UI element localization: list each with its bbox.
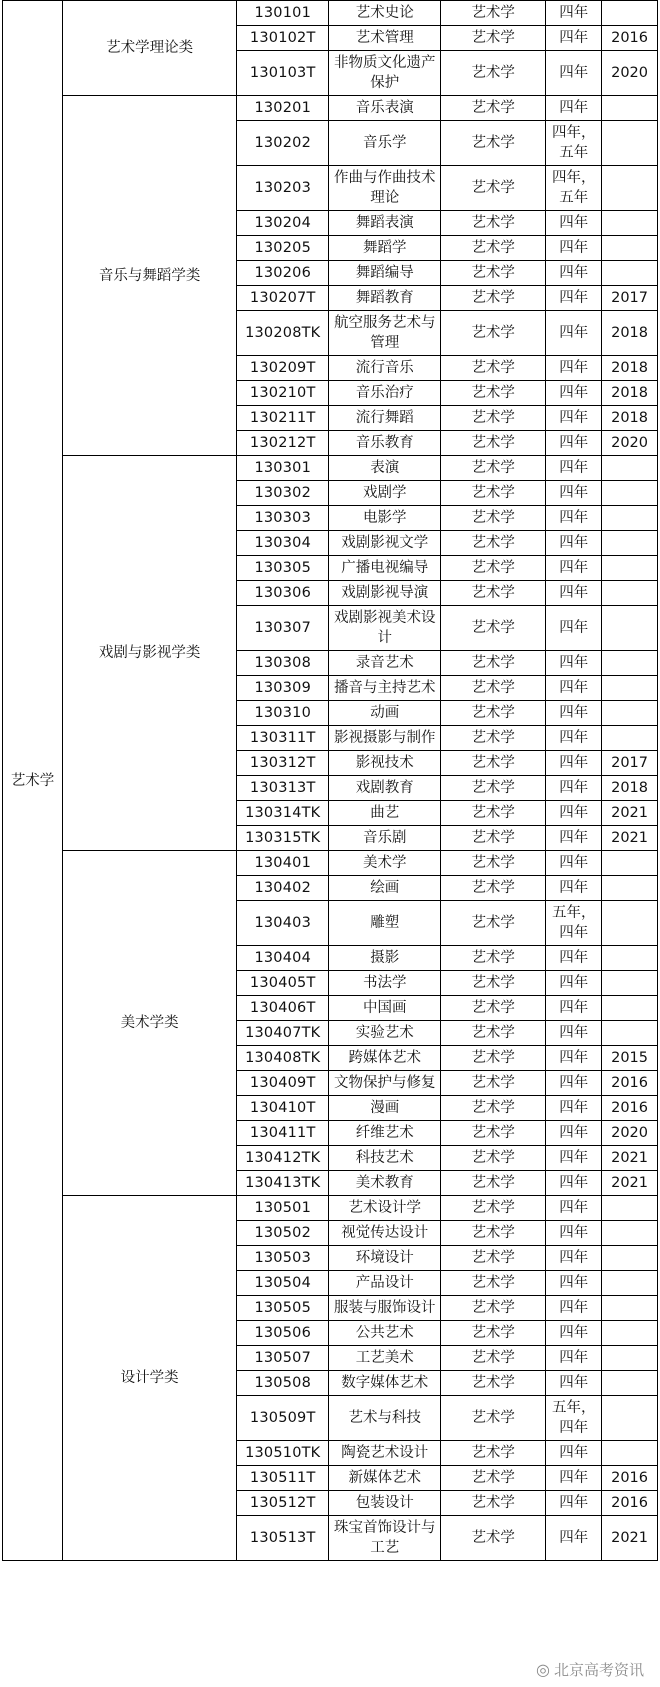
major-cell: 播音与主持艺术 (329, 676, 441, 701)
major-cell: 包装设计 (329, 1491, 441, 1516)
major-cell: 新媒体艺术 (329, 1466, 441, 1491)
code-cell: 130307 (237, 606, 329, 651)
code-cell: 130201 (237, 96, 329, 121)
major-cell: 作曲与作曲技术理论 (329, 166, 441, 211)
degree-cell: 艺术学 (441, 971, 546, 996)
year-cell (602, 1221, 658, 1246)
degree-cell: 艺术学 (441, 456, 546, 481)
major-cell: 书法学 (329, 971, 441, 996)
duration-cell: 四年 (546, 1441, 602, 1466)
degree-cell: 艺术学 (441, 1046, 546, 1071)
year-cell (602, 121, 658, 166)
code-cell: 130314TK (237, 801, 329, 826)
degree-cell: 艺术学 (441, 1396, 546, 1441)
code-cell: 130211T (237, 406, 329, 431)
code-cell: 130401 (237, 851, 329, 876)
code-cell: 130305 (237, 556, 329, 581)
duration-cell: 五年，四年 (546, 1396, 602, 1441)
code-cell: 130504 (237, 1271, 329, 1296)
duration-cell: 四年 (546, 236, 602, 261)
code-cell: 130101 (237, 1, 329, 26)
table-row (3, 1196, 658, 1221)
duration-cell: 四年 (546, 1271, 602, 1296)
year-cell: 2021 (602, 1171, 658, 1196)
code-cell: 130312T (237, 751, 329, 776)
year-cell: 2020 (602, 51, 658, 96)
code-cell: 130212T (237, 431, 329, 456)
year-cell (602, 676, 658, 701)
major-cell: 流行音乐 (329, 356, 441, 381)
degree-cell: 艺术学 (441, 26, 546, 51)
degree-cell: 艺术学 (441, 801, 546, 826)
code-cell: 130308 (237, 651, 329, 676)
year-cell (602, 1, 658, 26)
major-cell: 艺术管理 (329, 26, 441, 51)
code-cell: 130302 (237, 481, 329, 506)
code-cell: 130206 (237, 261, 329, 286)
degree-cell: 艺术学 (441, 676, 546, 701)
code-cell: 130508 (237, 1371, 329, 1396)
duration-cell: 四年 (546, 1491, 602, 1516)
degree-cell: 艺术学 (441, 701, 546, 726)
major-cell: 舞蹈学 (329, 236, 441, 261)
code-cell: 130503 (237, 1246, 329, 1271)
degree-cell: 艺术学 (441, 166, 546, 211)
duration-cell: 四年，五年 (546, 121, 602, 166)
degree-cell: 艺术学 (441, 1346, 546, 1371)
degree-cell: 艺术学 (441, 651, 546, 676)
code-cell: 130411T (237, 1121, 329, 1146)
degree-cell: 艺术学 (441, 1146, 546, 1171)
major-cell: 戏剧学 (329, 481, 441, 506)
year-cell: 2018 (602, 356, 658, 381)
degree-cell: 艺术学 (441, 1096, 546, 1121)
duration-cell: 四年 (546, 261, 602, 286)
duration-cell: 四年 (546, 1121, 602, 1146)
year-cell (602, 1246, 658, 1271)
year-cell (602, 701, 658, 726)
code-cell: 130509T (237, 1396, 329, 1441)
year-cell (602, 261, 658, 286)
major-cell: 戏剧影视文学 (329, 531, 441, 556)
code-cell: 130204 (237, 211, 329, 236)
major-cell: 影视技术 (329, 751, 441, 776)
code-cell: 130507 (237, 1346, 329, 1371)
major-cell: 中国画 (329, 996, 441, 1021)
major-cell: 实验艺术 (329, 1021, 441, 1046)
code-cell: 130408TK (237, 1046, 329, 1071)
degree-cell: 艺术学 (441, 1491, 546, 1516)
duration-cell: 四年 (546, 481, 602, 506)
degree-cell: 艺术学 (441, 826, 546, 851)
category-cell: 音乐与舞蹈学类 (63, 96, 237, 456)
table-row (3, 851, 658, 876)
code-cell: 130208TK (237, 311, 329, 356)
major-cell: 舞蹈表演 (329, 211, 441, 236)
duration-cell: 四年 (546, 1221, 602, 1246)
code-cell: 130407TK (237, 1021, 329, 1046)
year-cell: 2020 (602, 1121, 658, 1146)
duration-cell: 四年 (546, 751, 602, 776)
year-cell: 2018 (602, 381, 658, 406)
duration-cell: 四年 (546, 1096, 602, 1121)
major-cell: 绘画 (329, 876, 441, 901)
major-cell: 航空服务艺术与管理 (329, 311, 441, 356)
major-cell: 艺术设计学 (329, 1196, 441, 1221)
code-cell: 130402 (237, 876, 329, 901)
year-cell (602, 1371, 658, 1396)
major-cell: 音乐教育 (329, 431, 441, 456)
major-cell: 环境设计 (329, 1246, 441, 1271)
duration-cell: 四年，五年 (546, 166, 602, 211)
year-cell: 2021 (602, 801, 658, 826)
duration-cell: 四年 (546, 1516, 602, 1561)
year-cell (602, 996, 658, 1021)
category-cell: 美术学类 (63, 851, 237, 1196)
duration-cell: 四年 (546, 51, 602, 96)
degree-cell: 艺术学 (441, 1516, 546, 1561)
year-cell (602, 1346, 658, 1371)
duration-cell: 四年 (546, 96, 602, 121)
major-cell: 雕塑 (329, 901, 441, 946)
degree-cell: 艺术学 (441, 531, 546, 556)
major-cell: 非物质文化遗产保护 (329, 51, 441, 96)
major-cell: 艺术与科技 (329, 1396, 441, 1441)
major-cell: 音乐表演 (329, 96, 441, 121)
code-cell: 130502 (237, 1221, 329, 1246)
year-cell (602, 726, 658, 751)
major-cell: 舞蹈教育 (329, 286, 441, 311)
code-cell: 130202 (237, 121, 329, 166)
code-cell: 130311T (237, 726, 329, 751)
code-cell: 130512T (237, 1491, 329, 1516)
degree-cell: 艺术学 (441, 211, 546, 236)
year-cell: 2018 (602, 776, 658, 801)
duration-cell: 四年 (546, 971, 602, 996)
major-cell: 工艺美术 (329, 1346, 441, 1371)
code-cell: 130203 (237, 166, 329, 211)
major-cell: 跨媒体艺术 (329, 1046, 441, 1071)
major-cell: 科技艺术 (329, 1146, 441, 1171)
degree-cell: 艺术学 (441, 996, 546, 1021)
year-cell (602, 531, 658, 556)
duration-cell: 四年 (546, 801, 602, 826)
degree-cell: 艺术学 (441, 1171, 546, 1196)
year-cell: 2016 (602, 1071, 658, 1096)
degree-cell: 艺术学 (441, 286, 546, 311)
year-cell (602, 1196, 658, 1221)
duration-cell: 四年 (546, 1296, 602, 1321)
code-cell: 130406T (237, 996, 329, 1021)
year-cell (602, 901, 658, 946)
duration-cell: 四年 (546, 1021, 602, 1046)
code-cell: 130304 (237, 531, 329, 556)
degree-cell: 艺术学 (441, 1466, 546, 1491)
year-cell (602, 1441, 658, 1466)
duration-cell: 四年 (546, 311, 602, 356)
year-cell: 2018 (602, 311, 658, 356)
duration-cell: 四年 (546, 606, 602, 651)
major-catalog-table (2, 0, 658, 1561)
year-cell (602, 581, 658, 606)
duration-cell: 四年 (546, 406, 602, 431)
degree-cell: 艺术学 (441, 1221, 546, 1246)
code-cell: 130103T (237, 51, 329, 96)
code-cell: 130511T (237, 1466, 329, 1491)
duration-cell: 四年 (546, 356, 602, 381)
major-cell: 服装与服饰设计 (329, 1296, 441, 1321)
duration-cell: 四年 (546, 1046, 602, 1071)
duration-cell: 四年 (546, 651, 602, 676)
code-cell: 130306 (237, 581, 329, 606)
duration-cell: 四年 (546, 676, 602, 701)
duration-cell: 四年 (546, 1371, 602, 1396)
year-cell (602, 481, 658, 506)
degree-cell: 艺术学 (441, 431, 546, 456)
degree-cell: 艺术学 (441, 606, 546, 651)
major-cell: 舞蹈编导 (329, 261, 441, 286)
year-cell: 2017 (602, 751, 658, 776)
duration-cell: 四年 (546, 1, 602, 26)
degree-cell: 艺术学 (441, 481, 546, 506)
degree-cell: 艺术学 (441, 96, 546, 121)
year-cell (602, 651, 658, 676)
duration-cell: 五年，四年 (546, 901, 602, 946)
duration-cell: 四年 (546, 726, 602, 751)
code-cell: 130410T (237, 1096, 329, 1121)
year-cell (602, 1271, 658, 1296)
duration-cell: 四年 (546, 996, 602, 1021)
code-cell: 130301 (237, 456, 329, 481)
major-cell: 美术教育 (329, 1171, 441, 1196)
major-cell: 漫画 (329, 1096, 441, 1121)
code-cell: 130505 (237, 1296, 329, 1321)
duration-cell: 四年 (546, 286, 602, 311)
major-cell: 录音艺术 (329, 651, 441, 676)
year-cell: 2020 (602, 431, 658, 456)
major-cell: 音乐学 (329, 121, 441, 166)
major-cell: 电影学 (329, 506, 441, 531)
degree-cell: 艺术学 (441, 581, 546, 606)
code-cell: 130310 (237, 701, 329, 726)
code-cell: 130409T (237, 1071, 329, 1096)
duration-cell: 四年 (546, 1071, 602, 1096)
duration-cell: 四年 (546, 1346, 602, 1371)
year-cell (602, 946, 658, 971)
major-cell: 艺术史论 (329, 1, 441, 26)
degree-cell: 艺术学 (441, 851, 546, 876)
major-cell: 珠宝首饰设计与工艺 (329, 1516, 441, 1561)
duration-cell: 四年 (546, 826, 602, 851)
year-cell (602, 971, 658, 996)
duration-cell: 四年 (546, 431, 602, 456)
code-cell: 130207T (237, 286, 329, 311)
year-cell: 2016 (602, 26, 658, 51)
major-cell: 音乐治疗 (329, 381, 441, 406)
year-cell (602, 506, 658, 531)
code-cell: 130404 (237, 946, 329, 971)
major-cell: 动画 (329, 701, 441, 726)
major-cell: 视觉传达设计 (329, 1221, 441, 1246)
major-cell: 公共艺术 (329, 1321, 441, 1346)
major-cell: 表演 (329, 456, 441, 481)
degree-cell: 艺术学 (441, 726, 546, 751)
code-cell: 130501 (237, 1196, 329, 1221)
year-cell (602, 1296, 658, 1321)
duration-cell: 四年 (546, 1171, 602, 1196)
major-cell: 流行舞蹈 (329, 406, 441, 431)
degree-cell: 艺术学 (441, 1021, 546, 1046)
year-cell (602, 556, 658, 581)
degree-cell: 艺术学 (441, 1, 546, 26)
year-cell (602, 606, 658, 651)
duration-cell: 四年 (546, 211, 602, 236)
major-cell: 陶瓷艺术设计 (329, 1441, 441, 1466)
year-cell (602, 456, 658, 481)
duration-cell: 四年 (546, 701, 602, 726)
code-cell: 130205 (237, 236, 329, 261)
duration-cell: 四年 (546, 531, 602, 556)
major-cell: 戏剧教育 (329, 776, 441, 801)
year-cell (602, 876, 658, 901)
duration-cell: 四年 (546, 876, 602, 901)
degree-cell: 艺术学 (441, 506, 546, 531)
table-row (3, 1, 658, 26)
degree-cell: 艺术学 (441, 1441, 546, 1466)
degree-cell: 艺术学 (441, 1296, 546, 1321)
duration-cell: 四年 (546, 556, 602, 581)
degree-cell: 艺术学 (441, 1121, 546, 1146)
year-cell: 2016 (602, 1491, 658, 1516)
major-cell: 戏剧影视美术设计 (329, 606, 441, 651)
watermark-text: 北京高考资讯 (553, 1661, 644, 1679)
year-cell: 2015 (602, 1046, 658, 1071)
degree-cell: 艺术学 (441, 1196, 546, 1221)
degree-cell: 艺术学 (441, 751, 546, 776)
degree-cell: 艺术学 (441, 356, 546, 381)
duration-cell: 四年 (546, 1146, 602, 1171)
discipline-cell: 艺术学 (3, 1, 63, 1561)
table-row (3, 456, 658, 481)
year-cell (602, 166, 658, 211)
degree-cell: 艺术学 (441, 556, 546, 581)
degree-cell: 艺术学 (441, 901, 546, 946)
degree-cell: 艺术学 (441, 1271, 546, 1296)
degree-cell: 艺术学 (441, 1246, 546, 1271)
duration-cell: 四年 (546, 1321, 602, 1346)
major-cell: 美术学 (329, 851, 441, 876)
year-cell (602, 1021, 658, 1046)
duration-cell: 四年 (546, 1246, 602, 1271)
degree-cell: 艺术学 (441, 51, 546, 96)
code-cell: 130102T (237, 26, 329, 51)
major-cell: 音乐剧 (329, 826, 441, 851)
year-cell: 2018 (602, 406, 658, 431)
code-cell: 130210T (237, 381, 329, 406)
year-cell (602, 1321, 658, 1346)
code-cell: 130510TK (237, 1441, 329, 1466)
code-cell: 130405T (237, 971, 329, 996)
major-cell: 曲艺 (329, 801, 441, 826)
degree-cell: 艺术学 (441, 121, 546, 166)
code-cell: 130513T (237, 1516, 329, 1561)
degree-cell: 艺术学 (441, 261, 546, 286)
duration-cell: 四年 (546, 456, 602, 481)
code-cell: 130506 (237, 1321, 329, 1346)
code-cell: 130403 (237, 901, 329, 946)
major-cell: 摄影 (329, 946, 441, 971)
duration-cell: 四年 (546, 1466, 602, 1491)
code-cell: 130209T (237, 356, 329, 381)
duration-cell: 四年 (546, 581, 602, 606)
code-cell: 130309 (237, 676, 329, 701)
year-cell: 2016 (602, 1466, 658, 1491)
code-cell: 130315TK (237, 826, 329, 851)
duration-cell: 四年 (546, 946, 602, 971)
duration-cell: 四年 (546, 1196, 602, 1221)
year-cell (602, 236, 658, 261)
duration-cell: 四年 (546, 506, 602, 531)
year-cell (602, 96, 658, 121)
degree-cell: 艺术学 (441, 406, 546, 431)
year-cell (602, 211, 658, 236)
duration-cell: 四年 (546, 381, 602, 406)
duration-cell: 四年 (546, 776, 602, 801)
major-cell: 文物保护与修复 (329, 1071, 441, 1096)
category-cell: 设计学类 (63, 1196, 237, 1561)
code-cell: 130313T (237, 776, 329, 801)
degree-cell: 艺术学 (441, 381, 546, 406)
year-cell: 2021 (602, 1516, 658, 1561)
degree-cell: 艺术学 (441, 311, 546, 356)
watermark (536, 1659, 644, 1680)
major-cell: 数字媒体艺术 (329, 1371, 441, 1396)
degree-cell: 艺术学 (441, 1371, 546, 1396)
major-cell: 影视摄影与制作 (329, 726, 441, 751)
duration-cell: 四年 (546, 851, 602, 876)
major-cell: 纤维艺术 (329, 1121, 441, 1146)
year-cell: 2021 (602, 1146, 658, 1171)
degree-cell: 艺术学 (441, 946, 546, 971)
degree-cell: 艺术学 (441, 776, 546, 801)
major-cell: 广播电视编导 (329, 556, 441, 581)
degree-cell: 艺术学 (441, 1321, 546, 1346)
major-cell: 戏剧影视导演 (329, 581, 441, 606)
year-cell: 2017 (602, 286, 658, 311)
degree-cell: 艺术学 (441, 876, 546, 901)
major-cell: 产品设计 (329, 1271, 441, 1296)
degree-cell: 艺术学 (441, 1071, 546, 1096)
wechat-icon: ◎ (536, 1660, 550, 1679)
degree-cell: 艺术学 (441, 236, 546, 261)
duration-cell: 四年 (546, 26, 602, 51)
category-cell: 艺术学理论类 (63, 1, 237, 96)
year-cell: 2021 (602, 826, 658, 851)
code-cell: 130413TK (237, 1171, 329, 1196)
code-cell: 130303 (237, 506, 329, 531)
category-cell: 戏剧与影视学类 (63, 456, 237, 851)
year-cell (602, 1396, 658, 1441)
year-cell (602, 851, 658, 876)
table-row (3, 96, 658, 121)
year-cell: 2016 (602, 1096, 658, 1121)
code-cell: 130412TK (237, 1146, 329, 1171)
